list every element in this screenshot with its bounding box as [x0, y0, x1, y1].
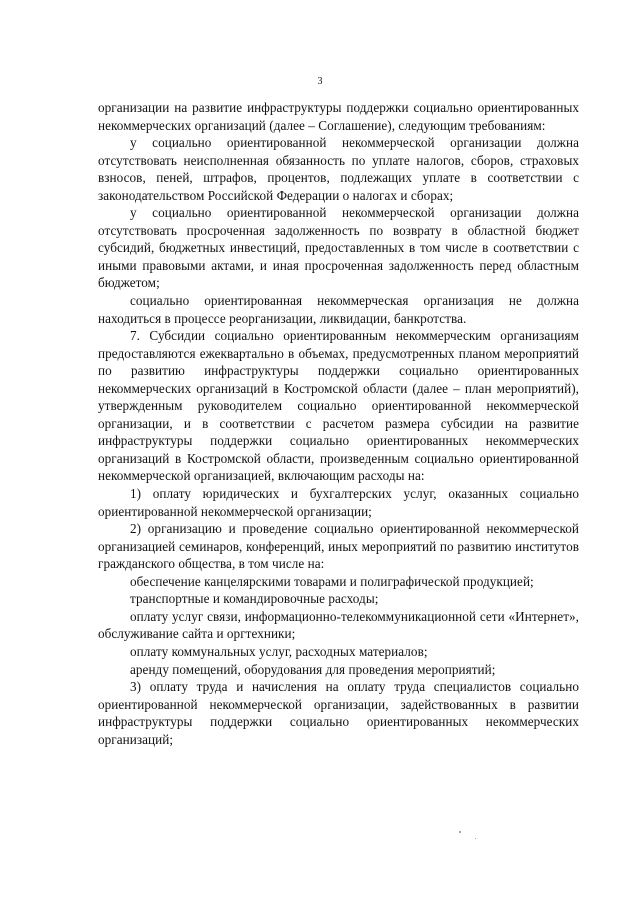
paragraph-3: у социально ориентированной некоммерческой организации должна отсутствовать просроченная задолженность по возврату в областной бюджет субсидий, бюджетных инвестиций, предоставленных в том числе в соответствии с иными правовыми актами, и иная просроченная задолженность перед областным бюджетом; [98, 205, 579, 291]
paragraph-2: у социально ориентированной некоммерческой организации должна отсутствовать неисполненная обязанность по уплате налогов, сборов, страховых взносов, пеней, штрафов, процентов, подлежащих уплате в соответствии с законодательством Российской Федерации о налогах и сборах; [98, 135, 579, 203]
list-item-2: 2) организацию и проведение социально ориентированной некоммерческой организацией семинаров, конференций, иных мероприятий по развитию институтов гражданского общества, в том числе на: [98, 521, 579, 572]
sub-item-stationery: обеспечение канцелярскими товарами и полиграфической продукцией; [130, 573, 534, 589]
paragraph-1: организации на развитие инфраструктуры поддержки социально ориентированных некоммерческих организаций (далее – Соглашение), следующим требованиям: [98, 100, 579, 133]
sub-item-utilities: оплату коммунальных услуг, расходных материалов; [130, 643, 428, 659]
sub-item-transport: транспортные и командировочные расходы; [130, 591, 379, 607]
page-number: 3 [317, 76, 323, 87]
paragraph-clause-7: 7. Субсидии социально ориентированным некоммерческим организациям предоставляются ежеквартально в объемах, предусмотренных планом мероприятий по развитию инфраструктуры поддержки социально ориентированных некоммерческих организаций в Костромской области (далее – план мероприятий), утвержденным руководителем социально ориентированной некоммерческой организации, и в соответствии с расчетом размера субсидии на развитие инфраструктуры поддержки социально ориентированных некоммерческих организаций в Костромской области, произведенным социально ориентированной некоммерческой организацией, включающим расходы на: [98, 328, 579, 484]
paragraph-4: социально ориентированная некоммерческая организация не должна находиться в процессе реорганизации, ликвидации, банкротства. [98, 293, 579, 326]
list-item-1: 1) оплату юридических и бухгалтерских услуг, оказанных социально ориентированной некоммерческой организации; [98, 486, 579, 519]
document-body [98, 99, 579, 748]
list-item-3: 3) оплату труда и начисления на оплату труда специалистов социально ориентированной некоммерческой организации, задействованных в развитии инфраструктуры поддержки социально ориентированных некоммерческих организаций; [98, 679, 579, 747]
scan-speck [459, 831, 461, 833]
sub-item-communications: оплату услуг связи, информационно-телекоммуникационной сети «Интернет», обслуживание сайта и оргтехники; [98, 608, 579, 642]
scan-speck [475, 838, 476, 839]
sub-item-rent: аренду помещений, оборудования для проведения мероприятий; [130, 661, 496, 677]
